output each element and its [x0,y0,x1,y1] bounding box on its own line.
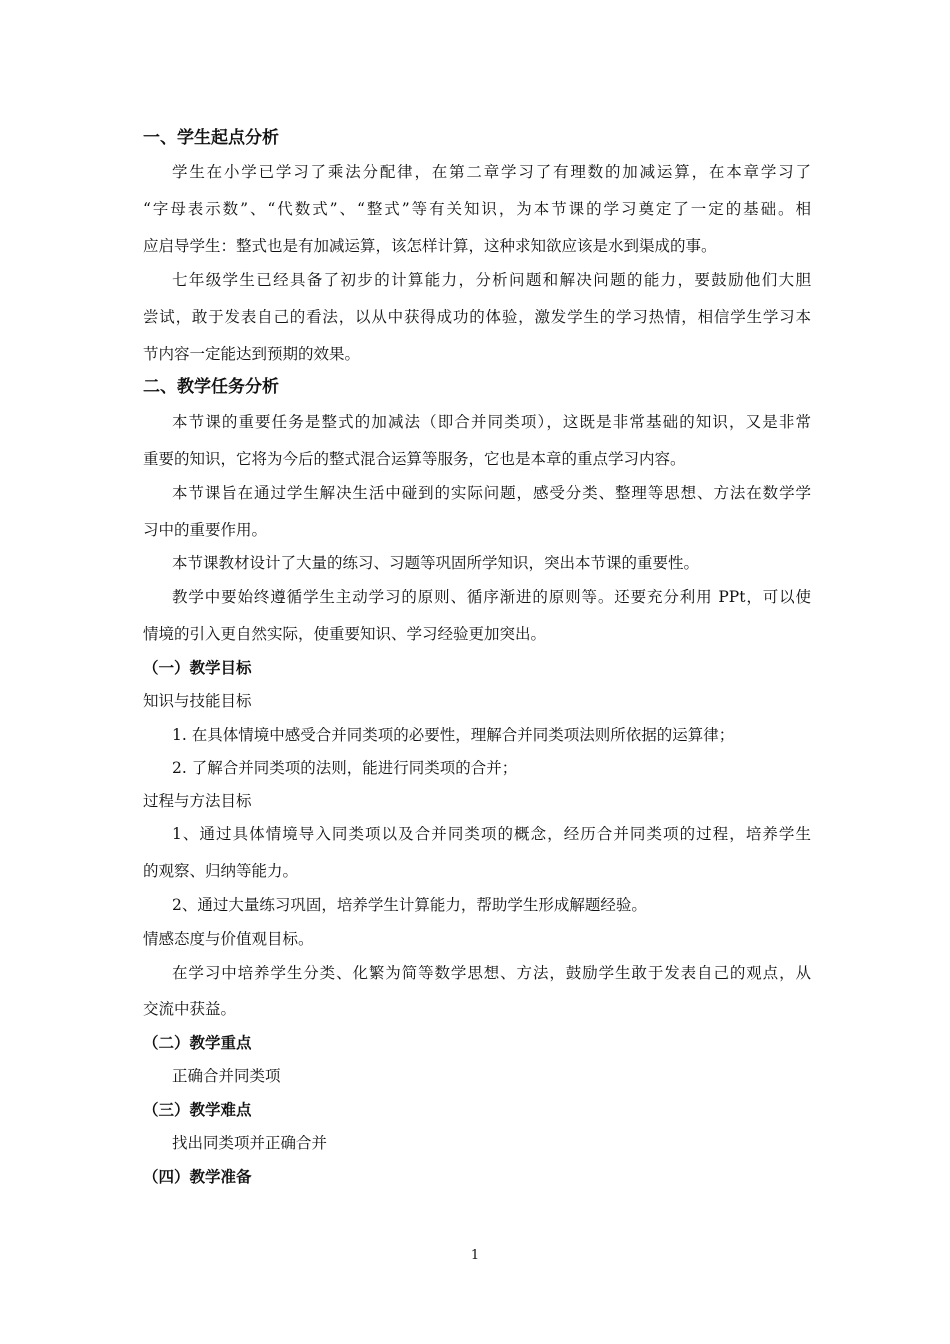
goal-item: 2、通过大量练习巩固，培养学生计算能力，帮助学生形成解题经验。 [172,896,647,914]
goal-category-label: 过程与方法目标 [143,792,252,810]
paragraph-line: 习中的重要作用。 [143,521,268,539]
page-number: 1 [470,1248,480,1263]
key-point-text: 正确合并同类项 [172,1067,281,1085]
paragraph-line: 本节课的重要任务是整式的加减法（即合并同类项），这既是非常基础的知识，又是非常 [172,413,811,431]
section-heading-task-analysis: 二、教学任务分析 [143,377,279,397]
paragraph-line: “字母表示数”、“代数式”、“整式”等有关知识，为本节课的学习奠定了一定的基础。相 [143,200,811,218]
subheading-key-point: （二）教学重点 [143,1033,252,1052]
paragraph-line: 本节课教材设计了大量的练习、习题等巩固所学知识，突出本节课的重要性。 [172,554,700,572]
paragraph-line: 尝试，敢于发表自己的看法，以从中获得成功的体验，激发学生的学习热情，相信学生学习本 [143,308,811,326]
goal-item-continuation: 的观察、归纳等能力。 [143,862,299,880]
subheading-preparation: （四）教学准备 [143,1167,252,1186]
paragraph-line: 教学中要始终遵循学生主动学习的原则、循序渐进的原则等。还要充分利用 PPt，可以使 [172,588,811,606]
subheading-teaching-goals: （一）教学目标 [143,658,252,677]
paragraph-line: 应启导学生：整式也是有加减运算，该怎样计算，这种求知欲应该是水到渠成的事。 [143,237,717,255]
goal-category-label: 情感态度与价值观目标。 [143,930,314,948]
goal-category-label: 知识与技能目标 [143,692,252,710]
paragraph-line: 七年级学生已经具备了初步的计算能力，分析问题和解决问题的能力，要鼓励他们大胆 [172,271,811,289]
goal-item: 1、通过具体情境导入同类项以及合并同类项的概念，经历合并同类项的过程，培养学生 [172,825,811,843]
goal-item-continuation: 交流中获益。 [143,1000,237,1018]
section-heading-student-analysis: 一、学生起点分析 [143,128,279,148]
paragraph-line: 学生在小学已学习了乘法分配律，在第二章学习了有理数的加减运算，在本章学习了 [172,163,811,181]
paragraph-line: 本节课旨在通过学生解决生活中碰到的实际问题，感受分类、整理等思想、方法在数学学 [172,484,811,502]
goal-item: 1. 在具体情境中感受合并同类项的必要性，理解合并同类项法则所依据的运算律； [172,726,735,744]
paragraph-line: 节内容一定能达到预期的效果。 [143,345,361,363]
goal-item: 在学习中培养学生分类、化繁为简等数学思想、方法，鼓励学生敢于发表自己的观点，从 [172,964,811,982]
paragraph-line: 重要的知识，它将为今后的整式混合运算等服务，它也是本章的重点学习内容。 [143,450,686,468]
paragraph-line: 情境的引入更自然实际，使重要知识、学习经验更加突出。 [143,625,547,643]
subheading-difficulty: （三）教学难点 [143,1100,252,1119]
goal-item: 2. 了解合并同类项的法则，能进行同类项的合并； [172,759,518,777]
difficulty-text: 找出同类项并正确合并 [172,1134,328,1152]
